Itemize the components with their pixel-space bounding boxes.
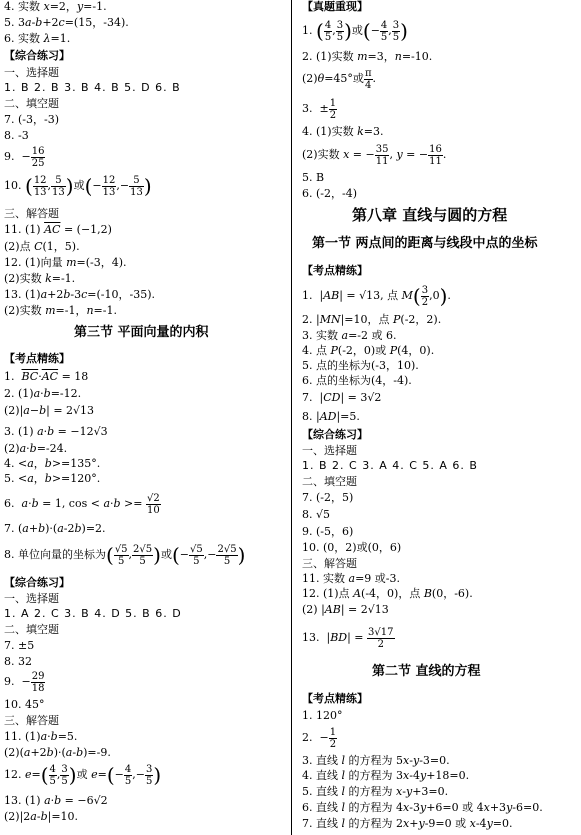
answer-line: (2)实数 x = − $\frac{35}{11}$ , y = − $\frac{16}{11}$ . <box>302 143 447 167</box>
answer-line: 4. <a，b>=135°. <box>4 457 101 470</box>
subsection-label: 一、选择题 <box>4 66 59 79</box>
answer-line: 1. |AB| = √13, 点 M( $\frac{3}{2}$ ,0). <box>302 284 451 308</box>
answer-line: 7. |CD| = 3√2 <box>302 391 382 404</box>
answer-line: 7. (-3，-3) <box>4 113 60 126</box>
answer-line: 4. 直线 l 的方程为 3x-4y+18=0. <box>302 769 470 782</box>
section-title: 第三节 平面向量的内积 <box>74 325 209 340</box>
choice-answers: 1. B 2. C 3. A 4. C 5. A 6. B <box>302 459 478 472</box>
choice-answers: 1. A 2. C 3. B 4. D 5. B 6. D <box>4 607 182 620</box>
section-label: 【综合练习】 <box>302 428 368 441</box>
answer-line: 11. (1)a·b=5. <box>4 730 78 743</box>
answer-line: 3. 实数 a=-2 或 6. <box>302 329 397 342</box>
answer-line: 9. − $\frac{16}{25}$ <box>4 145 45 169</box>
section-label: 【真题重现】 <box>302 0 368 13</box>
answer-line: 9. (-5，6) <box>302 525 354 538</box>
answer-line: 9. − $\frac{29}{18}$ <box>4 670 45 694</box>
answer-line: 11. (1) $\overline{AC} = (-1,2)$ <box>4 223 112 236</box>
answer-line: 1. ( $\frac{4}{5}$ , $\frac{3}{5}$ )或(− $\frac{4}{5}$ , $\frac{3}{5}$ ) <box>302 19 408 43</box>
section-label: 【综合练习】 <box>4 49 70 62</box>
answer-line: 13. (1) a·b = −6√2 <box>4 794 108 807</box>
answer-line: (2)实数 k=-1. <box>4 272 76 285</box>
answer-line: 13. |BD| = $\frac{3√17}{2}$ <box>302 626 394 650</box>
answer-line: 5. 点的坐标为(-3，10). <box>302 359 419 372</box>
subsection-label: 三、解答题 <box>4 207 59 220</box>
answer-line: 8. 单位向量的坐标为( $\frac{√5}{5}$ , $\frac{2√5}{5}$ )或(− $\frac{√5}{5}$ ,− $\frac{2√5}{5}$ ) <box>4 543 246 567</box>
answer-line: 12. (1)向量 m=(-3，4). <box>4 256 127 269</box>
subsection-label: 二、填空题 <box>4 623 59 636</box>
answer-line: 5. 直线 l 的方程为 x-y+3=0. <box>302 785 449 798</box>
answer-line: 7. (-2，5) <box>302 491 354 504</box>
answer-line: 2. (1)实数 m=3，n=-10. <box>302 50 433 63</box>
answer-line: 5. 3a-b+2c=(15，-34). <box>4 16 129 29</box>
answer-line: 11. 实数 a=9 或-3. <box>302 572 400 585</box>
subsection-label: 二、填空题 <box>302 475 357 488</box>
subsection-label: 二、填空题 <box>4 97 59 110</box>
answer-line: 12. (1)点 A(-4，0)，点 B(0，-6). <box>302 587 473 600</box>
answer-line: 6. 直线 l 的方程为 4x-3y+6=0 或 4x+3y-6=0. <box>302 801 543 814</box>
answer-line: 1. $\overline{BC}\cdot\overline{AC} = 18$ <box>4 370 89 383</box>
section-title: 第二节 直线的方程 <box>372 664 481 679</box>
answer-line: 3. 直线 l 的方程为 5x-y-3=0. <box>302 754 450 767</box>
answer-line: 10. (0，2)或(0，6) <box>302 541 402 554</box>
chapter-title: 第八章 直线与圆的方程 <box>352 206 508 224</box>
answer-line: 4. (1)实数 k=3. <box>302 125 384 138</box>
subsection-label: 三、解答题 <box>4 714 59 727</box>
section-label: 【考点精练】 <box>4 352 70 365</box>
answer-line: 7. ±5 <box>4 639 35 652</box>
subsection-label: 一、选择题 <box>4 592 59 605</box>
answer-line: 4. 点 P(-2，0)或 P(4，0). <box>302 344 435 357</box>
answer-line: 8. √5 <box>302 508 330 521</box>
answer-line: 12. e=( $\frac{4}{5}$ , $\frac{3}{5}$ )或 e=(− $\frac{4}{5}$ ,− $\frac{3}{5}$ ) <box>4 763 162 787</box>
answer-line: (2) |AB| = 2√13 <box>302 603 389 616</box>
answer-line: (2)θ=45°或 $\frac{\pi}{4}$ . <box>302 67 377 91</box>
answer-line: 1. 120° <box>302 709 343 722</box>
answer-line: 8. 32 <box>4 655 32 668</box>
answer-line: 13. (1)a+2b-3c=(-10，-35). <box>4 288 156 301</box>
answer-line: (2)(a+2b)·(a-b)=-9. <box>4 746 111 759</box>
choice-answers: 1. B 2. B 3. B 4. B 5. D 6. B <box>4 81 181 94</box>
answer-line: 7. (a+b)·(a-2b)=2. <box>4 522 106 535</box>
answer-line: (2)|2a-b|=10. <box>4 810 79 823</box>
answer-line: 6. (-2，-4) <box>302 187 358 200</box>
answer-line: 10. 45° <box>4 698 45 711</box>
answer-line: (2)|a−b| = 2√13 <box>4 404 95 417</box>
answer-line: 10. ( $\frac{12}{13}$ , $\frac{5}{13}$ )或(− $\frac{12}{13}$ ,− $\frac{5}{13}$ ) <box>4 174 152 198</box>
subsection-label: 一、选择题 <box>302 444 357 457</box>
answer-line: (2)a·b=-24. <box>4 442 68 455</box>
answer-line: 8. |AD|=5. <box>302 410 360 423</box>
column-divider <box>291 0 292 835</box>
section-title: 第一节 两点间的距离与线段中点的坐标 <box>312 236 538 251</box>
answer-line: 4. 实数 x=2，y=-1. <box>4 0 107 13</box>
section-label: 【综合练习】 <box>4 576 70 589</box>
section-label: 【考点精练】 <box>302 264 368 277</box>
answer-line: 2. (1)a·b=-12. <box>4 387 82 400</box>
subsection-label: 三、解答题 <box>302 557 357 570</box>
section-label: 【考点精练】 <box>302 692 368 705</box>
answer-line: 2. − $\frac{1}{2}$ <box>302 726 337 750</box>
answer-line: 5. <a，b>=120°. <box>4 472 101 485</box>
answer-line: (2)实数 m=-1，n=-1. <box>4 304 117 317</box>
answer-line: 7. 直线 l 的方程为 2x+y-9=0 或 x-4y=0. <box>302 817 513 830</box>
answer-line: (2)点 C(1，5). <box>4 240 80 253</box>
answer-line: 8. -3 <box>4 129 29 142</box>
answer-line: 6. 点的坐标为(4，-4). <box>302 374 412 387</box>
answer-line: 2. |MN|=10，点 P(-2，2). <box>302 313 442 326</box>
answer-line: 3. ± $\frac{1}{2}$ <box>302 97 337 121</box>
answer-line: 5. B <box>302 171 325 184</box>
answer-line: 6. 实数 λ=1. <box>4 32 71 45</box>
answer-line: 6. a·b = 1, cos < a·b >= $\frac{√2}{10}$ <box>4 492 160 516</box>
answer-line: 3. (1) a·b = −12√3 <box>4 425 108 438</box>
